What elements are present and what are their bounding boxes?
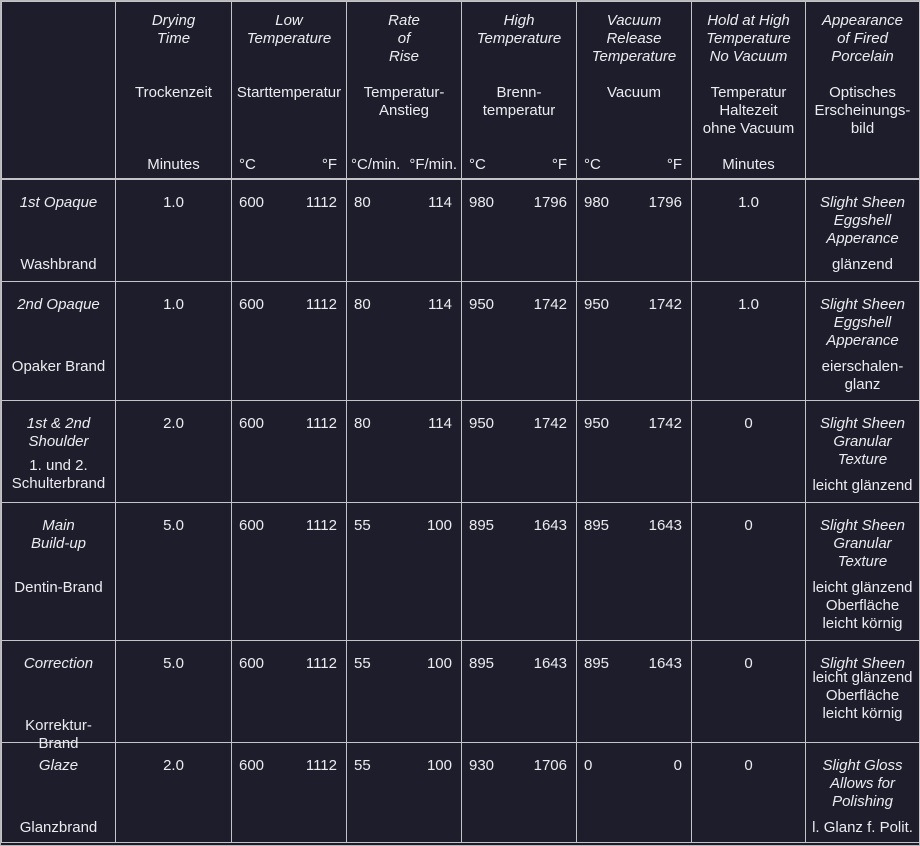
hold-time-cell — [692, 401, 806, 503]
vacuum-temp-c: 895 — [584, 517, 610, 534]
low-temp-f: 1112 — [305, 757, 337, 774]
drying-time-value: 5.0 — [163, 517, 184, 534]
rate-c: 80 — [354, 415, 371, 432]
appearance-cell — [806, 503, 920, 641]
high-temp-f: 1643 — [533, 655, 567, 672]
firing-stage-name: Correction — [23, 655, 94, 672]
header-rate-unit-f: °F/min. — [409, 156, 457, 173]
table-row — [2, 503, 920, 641]
vacuum-temp-f: 1742 — [648, 415, 682, 432]
firing-stage-name: 1st & 2nd Shoulder — [26, 415, 91, 450]
appearance-english: Slight Sheen Eggshell Apperance — [819, 194, 906, 247]
high-temperature-cell — [462, 401, 577, 503]
rate-f: 114 — [428, 415, 452, 432]
firing-stage-cell — [2, 282, 116, 401]
rate-c: 80 — [354, 194, 371, 211]
firing-schedule-body — [1, 179, 920, 843]
hold-time-cell — [692, 282, 806, 401]
drying-time-value: 1.0 — [163, 296, 184, 313]
high-temp-c: 895 — [469, 517, 495, 534]
header-low-de: Starttemperatur — [236, 84, 342, 101]
rate-f: 100 — [426, 757, 452, 774]
drying-time-value: 1.0 — [163, 194, 184, 211]
appearance-german: l. Glanz f. Polit. — [812, 819, 913, 836]
rate-f: 114 — [428, 296, 452, 313]
header-low-title: Low Temperature — [246, 12, 332, 47]
appearance-english: Slight Gloss Allows for Polishing — [822, 757, 903, 810]
rate-c: 55 — [354, 757, 371, 774]
vacuum-release-cell — [577, 282, 692, 401]
header-drying-time — [116, 2, 232, 179]
low-temperature-cell — [232, 282, 347, 401]
header-high-unit-c: °C — [469, 156, 486, 173]
vacuum-release-cell — [577, 743, 692, 843]
low-temp-c: 600 — [239, 194, 265, 211]
rate-of-rise-cell — [347, 180, 462, 282]
header-low-unit-f: °F — [321, 156, 337, 173]
hold-time-value: 0 — [744, 415, 753, 432]
header-high-title: High Temperature — [476, 12, 562, 47]
high-temp-f: 1643 — [533, 517, 567, 534]
appearance-english: Slight Sheen Eggshell Apperance — [819, 296, 906, 349]
rate-of-rise-cell — [347, 282, 462, 401]
hold-time-value: 0 — [744, 517, 753, 534]
high-temp-f: 1796 — [533, 194, 567, 211]
vacuum-release-cell — [577, 641, 692, 743]
vacuum-temp-c: 895 — [584, 655, 610, 672]
low-temp-f: 1112 — [305, 517, 337, 534]
low-temp-c: 600 — [239, 517, 265, 534]
vacuum-temp-c: 980 — [584, 194, 610, 211]
firing-stage-name: 1st Opaque — [19, 194, 98, 211]
drying-time-value: 5.0 — [163, 655, 184, 672]
table-row — [2, 282, 920, 401]
firing-stage-cell — [2, 180, 116, 282]
high-temp-f: 1742 — [533, 296, 567, 313]
hold-time-value: 1.0 — [738, 194, 759, 211]
hold-time-value: 0 — [744, 757, 753, 774]
rate-of-rise-cell — [347, 401, 462, 503]
firing-stage-name: 2nd Opaque — [17, 296, 100, 313]
appearance-english: Slight Sheen Granular Texture — [819, 517, 906, 570]
vacuum-temp-c: 0 — [584, 757, 593, 774]
rate-of-rise-cell — [347, 503, 462, 641]
firing-stage-german: Glanzbrand — [19, 819, 98, 836]
vacuum-temp-f: 1643 — [648, 655, 682, 672]
hold-time-cell — [692, 743, 806, 843]
vacuum-temp-f: 1796 — [648, 194, 682, 211]
firing-stage-german: Dentin-Brand — [14, 579, 103, 596]
high-temperature-cell — [462, 180, 577, 282]
header-low-unit-c: °C — [239, 156, 256, 173]
header-corner-cell — [2, 2, 116, 179]
appearance-german: leicht glänzend — [812, 477, 913, 494]
header-vacuum-unit-c: °C — [584, 156, 601, 173]
vacuum-release-cell — [577, 180, 692, 282]
appearance-cell — [806, 641, 920, 743]
low-temp-f: 1112 — [305, 415, 337, 432]
high-temp-c: 950 — [469, 415, 495, 432]
rate-of-rise-cell — [347, 641, 462, 743]
header-hold-title: Hold at High Temperature No Vacuum — [706, 12, 791, 65]
hold-time-value: 1.0 — [738, 296, 759, 313]
high-temp-c: 980 — [469, 194, 495, 211]
vacuum-temp-f: 0 — [673, 757, 682, 774]
header-high-temperature — [462, 2, 577, 179]
header-rate-title: Rate of Rise — [388, 12, 420, 65]
rate-c: 55 — [354, 655, 371, 672]
appearance-german: eierschalen- glanz — [821, 358, 904, 393]
low-temp-c: 600 — [239, 415, 265, 432]
low-temp-f: 1112 — [305, 194, 337, 211]
high-temp-c: 950 — [469, 296, 495, 313]
table-row — [2, 401, 920, 503]
drying-time-cell — [116, 282, 232, 401]
high-temperature-cell — [462, 641, 577, 743]
high-temp-c: 895 — [469, 655, 495, 672]
appearance-english: Slight Sheen — [819, 655, 906, 672]
header-drying-de: Trockenzeit — [135, 84, 212, 101]
appearance-cell — [806, 282, 920, 401]
drying-time-cell — [116, 503, 232, 641]
appearance-english: Slight Sheen Granular Texture — [819, 415, 906, 468]
header-drying-title: Drying Time — [151, 12, 196, 47]
high-temp-c: 930 — [469, 757, 495, 774]
appearance-cell — [806, 401, 920, 503]
drying-time-cell — [116, 180, 232, 282]
drying-time-value: 2.0 — [163, 757, 184, 774]
header-hold-time — [692, 2, 806, 179]
low-temp-c: 600 — [239, 757, 265, 774]
firing-stage-german: Opaker Brand — [11, 358, 106, 375]
rate-f: 114 — [428, 194, 452, 211]
firing-stage-cell — [2, 743, 116, 843]
low-temperature-cell — [232, 180, 347, 282]
firing-stage-name: Main Build-up — [30, 517, 87, 552]
low-temperature-cell — [232, 743, 347, 843]
drying-time-cell — [116, 743, 232, 843]
header-rate-de: Temperatur- Anstieg — [363, 84, 445, 119]
firing-stage-cell — [2, 503, 116, 641]
header-hold-de: Temperatur Haltezeit ohne Vacuum — [702, 84, 795, 137]
table-row — [2, 641, 920, 743]
header-appearance-title: Appearance of Fired Porcelain — [822, 12, 903, 65]
rate-f: 100 — [426, 517, 452, 534]
header-low-temperature — [232, 2, 347, 179]
vacuum-temp-c: 950 — [584, 415, 610, 432]
low-temperature-cell — [232, 641, 347, 743]
header-rate-of-rise — [347, 2, 462, 179]
appearance-cell — [806, 180, 920, 282]
firing-stage-cell — [2, 401, 116, 503]
high-temperature-cell — [462, 503, 577, 641]
header-vacuum-title: Vacuum Release Temperature — [591, 12, 677, 65]
vacuum-release-cell — [577, 503, 692, 641]
hold-time-cell — [692, 641, 806, 743]
low-temperature-cell — [232, 503, 347, 641]
low-temp-f: 1112 — [305, 655, 337, 672]
drying-time-value: 2.0 — [163, 415, 184, 432]
header-hold-unit: Minutes — [722, 156, 775, 173]
firing-stage-name: Glaze — [38, 757, 79, 774]
vacuum-release-cell — [577, 401, 692, 503]
high-temp-f: 1742 — [533, 415, 567, 432]
rate-c: 80 — [354, 296, 371, 313]
high-temperature-cell — [462, 743, 577, 843]
header-high-de: Brenn- temperatur — [482, 84, 556, 119]
appearance-german: leicht glänzend Oberfläche leicht körnig — [812, 669, 913, 722]
appearance-german: leicht glänzend Oberfläche leicht körnig — [812, 579, 913, 632]
vacuum-temp-f: 1742 — [648, 296, 682, 313]
header-vacuum-unit-f: °F — [666, 156, 682, 173]
firing-stage-cell — [2, 641, 116, 752]
rate-f: 100 — [426, 655, 452, 672]
low-temp-c: 600 — [239, 655, 265, 672]
firing-stage-german: Korrektur- Brand — [25, 717, 92, 752]
firing-stage-german: Washbrand — [20, 256, 97, 273]
table-row — [2, 743, 920, 843]
appearance-cell — [806, 743, 920, 843]
low-temp-f: 1112 — [305, 296, 337, 313]
firing-stage-german: 1. und 2. Schulterbrand — [11, 457, 106, 492]
appearance-german: glänzend — [832, 256, 893, 273]
header-high-unit-f: °F — [551, 156, 567, 173]
header-appearance-de: Optisches Erscheinungs- bild — [814, 84, 911, 137]
hold-time-cell — [692, 180, 806, 282]
vacuum-temp-c: 950 — [584, 296, 610, 313]
header-drying-unit: Minutes — [147, 156, 200, 173]
high-temp-f: 1706 — [533, 757, 567, 774]
header-row — [2, 2, 920, 179]
drying-time-cell — [116, 401, 232, 503]
high-temperature-cell — [462, 282, 577, 401]
table-row — [2, 180, 920, 282]
header-rate-unit-c: °C/min. — [351, 156, 401, 173]
header-vacuum-release — [577, 2, 692, 179]
rate-of-rise-cell — [347, 743, 462, 843]
hold-time-value: 0 — [744, 655, 753, 672]
hold-time-cell — [692, 503, 806, 641]
low-temp-c: 600 — [239, 296, 265, 313]
rate-c: 55 — [354, 517, 371, 534]
drying-time-cell — [116, 641, 232, 743]
firing-schedule-table — [1, 1, 920, 179]
header-vacuum-de: Vacuum — [607, 84, 661, 101]
low-temperature-cell — [232, 401, 347, 503]
vacuum-temp-f: 1643 — [648, 517, 682, 534]
header-appearance — [806, 2, 920, 179]
